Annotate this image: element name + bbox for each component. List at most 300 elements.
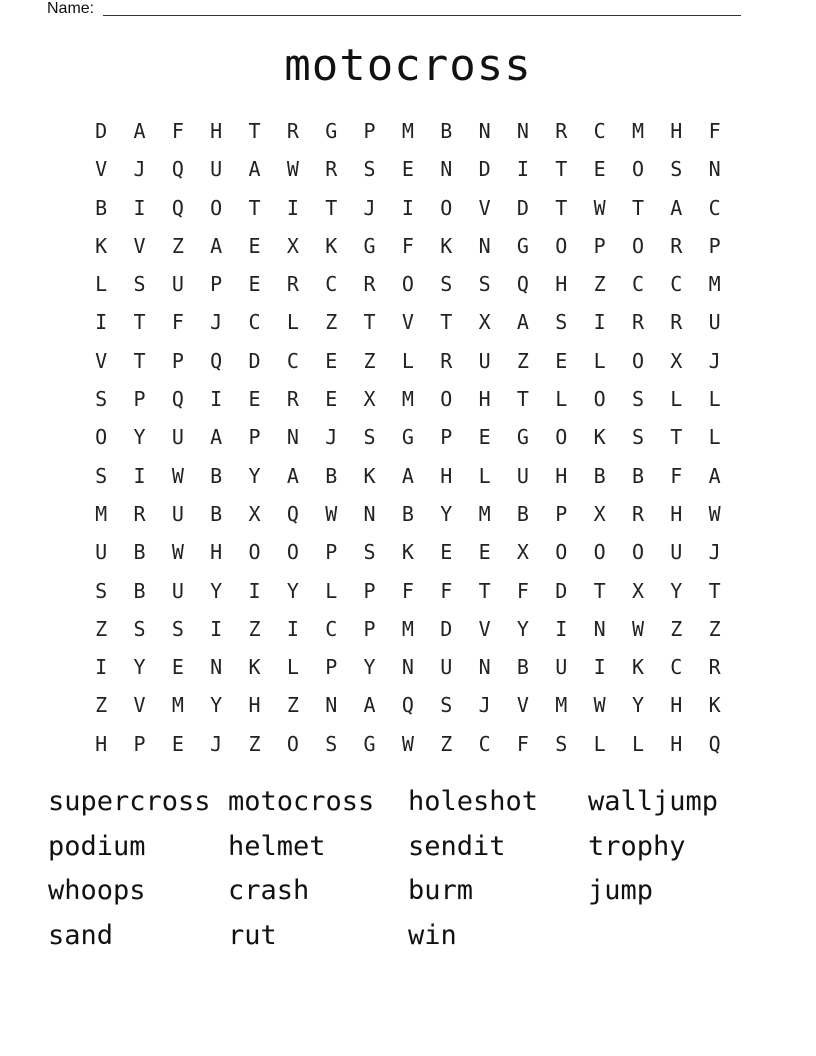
grid-letter: J [708, 348, 721, 373]
grid-letter: A [210, 425, 223, 450]
grid-letter: G [516, 425, 529, 450]
grid-letter: I [210, 387, 223, 412]
grid-letter: L [325, 578, 338, 603]
grid-letter: U [440, 655, 453, 680]
grid-letter: R [286, 272, 299, 297]
grid-letter: L [708, 387, 721, 412]
grid-letter: P [593, 233, 606, 258]
name-underline[interactable] [103, 15, 741, 16]
grid-letter: O [401, 272, 414, 297]
grid-letter: O [631, 348, 644, 373]
grid-letter: M [95, 501, 108, 526]
grid-letter: Z [286, 693, 299, 718]
grid-letter: E [478, 540, 491, 565]
grid-letter: V [478, 195, 491, 220]
word-bank-item: rut [228, 919, 277, 951]
grid-letter: O [248, 540, 261, 565]
word-bank-item: jump [588, 875, 654, 906]
grid-letter: H [440, 463, 453, 488]
grid-letter: N [593, 616, 606, 641]
grid-letter: W [171, 540, 184, 565]
grid-letter: N [516, 119, 529, 143]
grid-letter: L [401, 348, 414, 373]
grid-letter: B [133, 540, 146, 565]
grid-letter: O [631, 540, 644, 565]
name-line [47, 0, 747, 20]
word-bank-item: crash [228, 875, 310, 906]
grid-letter: W [631, 616, 644, 641]
grid-letter: U [171, 501, 184, 526]
grid-letter: Y [133, 655, 146, 680]
grid-letter: S [555, 310, 568, 335]
grid-row [82, 457, 734, 495]
grid-letter: P [363, 119, 376, 143]
grid-letter: E [248, 272, 261, 297]
word-bank-item: helmet [228, 830, 326, 862]
grid-letter: N [401, 655, 414, 680]
grid-letter: T [248, 195, 261, 220]
grid-letter: B [133, 578, 146, 603]
grid-letter: N [440, 157, 453, 182]
grid-letter: X [286, 233, 299, 258]
grid-letter: O [631, 157, 644, 182]
grid-letter: H [210, 540, 223, 565]
grid-letter: P [555, 501, 568, 526]
grid-letter: Z [708, 616, 721, 641]
grid-letter: I [95, 655, 108, 680]
grid-letter: H [670, 119, 683, 143]
grid-letter: F [171, 310, 184, 335]
grid-letter: X [670, 348, 683, 373]
grid-letter: S [133, 616, 146, 641]
word-bank-row [48, 871, 768, 916]
grid-letter: E [593, 157, 606, 182]
grid-letter: H [478, 387, 491, 412]
grid-letter: M [401, 387, 414, 412]
grid-letter: H [670, 731, 683, 756]
grid-letter: R [286, 119, 299, 143]
grid-letter: R [708, 655, 721, 680]
grid-letter: P [440, 425, 453, 450]
grid-letter: X [516, 540, 529, 565]
grid-letter: U [171, 425, 184, 450]
grid-row [82, 572, 734, 610]
grid-letter: Y [210, 578, 223, 603]
name-label: Name: [47, 0, 95, 17]
grid-letter: J [133, 157, 146, 182]
grid-letter: N [478, 655, 491, 680]
grid-letter: O [286, 731, 299, 756]
grid-letter: G [325, 119, 338, 143]
grid-letter: Z [248, 616, 261, 641]
grid-letter: R [555, 119, 568, 143]
grid-letter: T [133, 348, 146, 373]
grid-letter: S [555, 731, 568, 756]
grid-letter: B [516, 501, 529, 526]
grid-letter: E [325, 387, 338, 412]
grid-letter: A [363, 693, 376, 718]
grid-letter: E [555, 348, 568, 373]
grid-letter: C [325, 272, 338, 297]
grid-row [82, 265, 734, 303]
grid-letter: F [171, 119, 184, 143]
grid-letter: Q [171, 195, 184, 220]
grid-letter: T [133, 310, 146, 335]
grid-letter: T [708, 578, 721, 603]
grid-letter: S [670, 157, 683, 182]
grid-letter: C [325, 616, 338, 641]
grid-letter: H [210, 119, 223, 143]
grid-letter: P [171, 348, 184, 373]
grid-row [82, 725, 734, 763]
grid-row [82, 227, 734, 265]
grid-letter: U [670, 540, 683, 565]
grid-letter: I [286, 195, 299, 220]
grid-letter: J [708, 540, 721, 565]
grid-letter: A [248, 157, 261, 182]
grid-letter: L [555, 387, 568, 412]
grid-letter: O [286, 540, 299, 565]
grid-letter: K [325, 233, 338, 258]
grid-letter: E [171, 655, 184, 680]
grid-letter: O [555, 425, 568, 450]
grid-letter: O [555, 233, 568, 258]
grid-letter: K [95, 233, 108, 258]
grid-letter: D [516, 195, 529, 220]
grid-letter: Z [593, 272, 606, 297]
grid-letter: Y [363, 655, 376, 680]
grid-letter: O [210, 195, 223, 220]
grid-letter: J [210, 731, 223, 756]
grid-letter: B [516, 655, 529, 680]
grid-letter: I [516, 157, 529, 182]
grid-row [82, 189, 734, 227]
page-title: motocross [284, 40, 532, 91]
grid-letter: R [670, 233, 683, 258]
grid-letter: H [95, 731, 108, 756]
grid-letter: O [555, 540, 568, 565]
grid-letter: S [631, 425, 644, 450]
grid-letter: K [401, 540, 414, 565]
grid-letter: C [478, 731, 491, 756]
word-bank-item: whoops [48, 875, 146, 906]
grid-letter: V [95, 157, 108, 182]
word-bank-item: supercross [48, 786, 211, 817]
grid-row [82, 150, 734, 188]
grid-letter: F [401, 578, 414, 603]
grid-letter: I [248, 578, 261, 603]
word-bank-row [48, 916, 768, 961]
grid-letter: L [286, 310, 299, 335]
grid-letter: Z [248, 731, 261, 756]
grid-letter: X [593, 501, 606, 526]
grid-letter: E [248, 233, 261, 258]
grid-row [82, 648, 734, 686]
grid-letter: R [325, 157, 338, 182]
grid-letter: T [363, 310, 376, 335]
grid-letter: F [516, 578, 529, 603]
grid-letter: D [555, 578, 568, 603]
grid-letter: R [440, 348, 453, 373]
grid-letter: A [708, 463, 721, 488]
grid-letter: Y [286, 578, 299, 603]
grid-letter: W [171, 463, 184, 488]
grid-letter: E [478, 425, 491, 450]
grid-letter: D [248, 348, 261, 373]
grid-letter: S [171, 616, 184, 641]
grid-letter: M [171, 693, 184, 718]
word-bank [48, 782, 768, 960]
grid-letter: S [478, 272, 491, 297]
grid-letter: J [363, 195, 376, 220]
grid-letter: M [401, 616, 414, 641]
grid-letter: H [555, 463, 568, 488]
word-bank-item: trophy [588, 830, 686, 862]
grid-letter: M [555, 693, 568, 718]
grid-letter: Z [325, 310, 338, 335]
grid-letter: Q [171, 387, 184, 412]
grid-letter: Z [363, 348, 376, 373]
grid-letter: M [631, 119, 644, 143]
grid-letter: G [401, 425, 414, 450]
grid-row [82, 380, 734, 418]
grid-letter: A [133, 119, 146, 143]
grid-letter: J [325, 425, 338, 450]
grid-row [82, 610, 734, 648]
grid-letter: N [210, 655, 223, 680]
grid-letter: Y [440, 501, 453, 526]
grid-letter: I [95, 310, 108, 335]
word-bank-row [48, 827, 768, 872]
grid-letter: U [478, 348, 491, 373]
grid-letter: S [133, 272, 146, 297]
grid-letter: L [593, 348, 606, 373]
grid-letter: Q [516, 272, 529, 297]
grid-letter: Y [631, 693, 644, 718]
grid-letter: S [440, 693, 453, 718]
grid-letter: Z [95, 693, 108, 718]
grid-letter: M [708, 272, 721, 297]
grid-letter: R [286, 387, 299, 412]
grid-letter: A [401, 463, 414, 488]
grid-letter: L [95, 272, 108, 297]
grid-letter: D [478, 157, 491, 182]
grid-letter: Y [516, 616, 529, 641]
grid-letter: Q [708, 731, 721, 756]
grid-letter: U [171, 272, 184, 297]
grid-letter: S [440, 272, 453, 297]
grid-letter: G [363, 731, 376, 756]
grid-letter: I [286, 616, 299, 641]
grid-letter: V [516, 693, 529, 718]
grid-letter: H [248, 693, 261, 718]
grid-letter: L [286, 655, 299, 680]
grid-letter: W [708, 501, 721, 526]
word-bank-item: motocross [228, 786, 375, 817]
letter-grid [82, 112, 734, 763]
grid-letter: S [95, 387, 108, 412]
grid-letter: D [440, 616, 453, 641]
grid-letter: V [478, 616, 491, 641]
word-bank-item: sendit [408, 830, 506, 862]
grid-letter: F [708, 119, 721, 143]
grid-letter: P [210, 272, 223, 297]
grid-letter: T [516, 387, 529, 412]
grid-letter: U [210, 157, 223, 182]
grid-letter: P [248, 425, 261, 450]
grid-letter: H [555, 272, 568, 297]
grid-row [82, 342, 734, 380]
grid-letter: T [478, 578, 491, 603]
grid-letter: W [286, 157, 299, 182]
grid-letter: N [286, 425, 299, 450]
grid-letter: V [133, 693, 146, 718]
word-bank-item: sand [48, 919, 114, 951]
grid-letter: O [440, 195, 453, 220]
grid-letter: P [708, 233, 721, 258]
grid-letter: Z [670, 616, 683, 641]
grid-letter: I [593, 310, 606, 335]
grid-letter: T [325, 195, 338, 220]
grid-letter: K [593, 425, 606, 450]
grid-row [82, 533, 734, 571]
grid-letter: S [363, 425, 376, 450]
grid-letter: I [593, 655, 606, 680]
grid-letter: X [478, 310, 491, 335]
grid-letter: X [363, 387, 376, 412]
grid-letter: P [325, 540, 338, 565]
grid-letter: T [248, 119, 261, 143]
grid-letter: E [248, 387, 261, 412]
grid-letter: S [363, 540, 376, 565]
grid-letter: V [401, 310, 414, 335]
grid-letter: F [670, 463, 683, 488]
grid-letter: Z [171, 233, 184, 258]
grid-letter: O [95, 425, 108, 450]
grid-letter: K [248, 655, 261, 680]
grid-letter: R [363, 272, 376, 297]
grid-letter: S [363, 157, 376, 182]
word-bank-item: win [408, 919, 457, 951]
grid-letter: K [631, 655, 644, 680]
word-bank-row [48, 782, 768, 827]
grid-letter: B [210, 463, 223, 488]
grid-row [82, 303, 734, 341]
grid-letter: L [593, 731, 606, 756]
word-bank-item: burm [408, 875, 474, 906]
grid-letter: Z [440, 731, 453, 756]
grid-letter: O [593, 387, 606, 412]
grid-letter: U [708, 310, 721, 335]
grid-letter: P [133, 731, 146, 756]
grid-letter: B [401, 501, 414, 526]
grid-letter: U [555, 655, 568, 680]
grid-letter: B [210, 501, 223, 526]
grid-letter: Q [286, 501, 299, 526]
word-bank-item: podium [48, 830, 146, 862]
grid-row [82, 112, 734, 150]
grid-letter: N [325, 693, 338, 718]
grid-letter: L [708, 425, 721, 450]
grid-letter: K [440, 233, 453, 258]
grid-letter: B [631, 463, 644, 488]
grid-letter: X [248, 501, 261, 526]
grid-letter: C [593, 119, 606, 143]
grid-letter: G [363, 233, 376, 258]
grid-letter: T [555, 157, 568, 182]
grid-letter: A [210, 233, 223, 258]
grid-letter: E [325, 348, 338, 373]
grid-letter: S [325, 731, 338, 756]
grid-letter: F [401, 233, 414, 258]
grid-letter: P [363, 578, 376, 603]
grid-row [82, 495, 734, 533]
grid-letter: H [670, 501, 683, 526]
grid-letter: P [325, 655, 338, 680]
grid-letter: M [401, 119, 414, 143]
grid-letter: S [95, 463, 108, 488]
grid-letter: B [95, 195, 108, 220]
grid-letter: R [670, 310, 683, 335]
grid-row [82, 418, 734, 456]
grid-letter: G [516, 233, 529, 258]
grid-letter: N [478, 119, 491, 143]
grid-letter: Z [516, 348, 529, 373]
grid-letter: Y [670, 578, 683, 603]
grid-letter: Q [171, 157, 184, 182]
grid-letter: I [133, 195, 146, 220]
grid-letter: T [670, 425, 683, 450]
grid-letter: J [210, 310, 223, 335]
grid-letter: D [95, 119, 108, 143]
grid-letter: Z [95, 616, 108, 641]
grid-letter: T [440, 310, 453, 335]
grid-letter: S [631, 387, 644, 412]
grid-letter: T [631, 195, 644, 220]
grid-letter: A [670, 195, 683, 220]
grid-letter: V [95, 348, 108, 373]
grid-letter: E [171, 731, 184, 756]
grid-letter: Y [133, 425, 146, 450]
grid-letter: R [631, 501, 644, 526]
grid-letter: Y [248, 463, 261, 488]
grid-letter: C [248, 310, 261, 335]
grid-letter: U [95, 540, 108, 565]
grid-letter: U [516, 463, 529, 488]
grid-letter: A [286, 463, 299, 488]
grid-letter: R [133, 501, 146, 526]
grid-letter: O [440, 387, 453, 412]
grid-letter: T [593, 578, 606, 603]
grid-letter: A [516, 310, 529, 335]
grid-letter: P [363, 616, 376, 641]
grid-letter: L [478, 463, 491, 488]
grid-letter: K [708, 693, 721, 718]
grid-letter: T [555, 195, 568, 220]
grid-letter: N [363, 501, 376, 526]
word-bank-item: holeshot [408, 786, 539, 817]
grid-letter: I [401, 195, 414, 220]
grid-letter: W [593, 195, 606, 220]
grid-letter: X [631, 578, 644, 603]
grid-letter: R [631, 310, 644, 335]
grid-letter: N [478, 233, 491, 258]
grid-letter: K [363, 463, 376, 488]
grid-letter: C [286, 348, 299, 373]
grid-letter: L [670, 387, 683, 412]
grid-letter: W [325, 501, 338, 526]
grid-letter: F [516, 731, 529, 756]
